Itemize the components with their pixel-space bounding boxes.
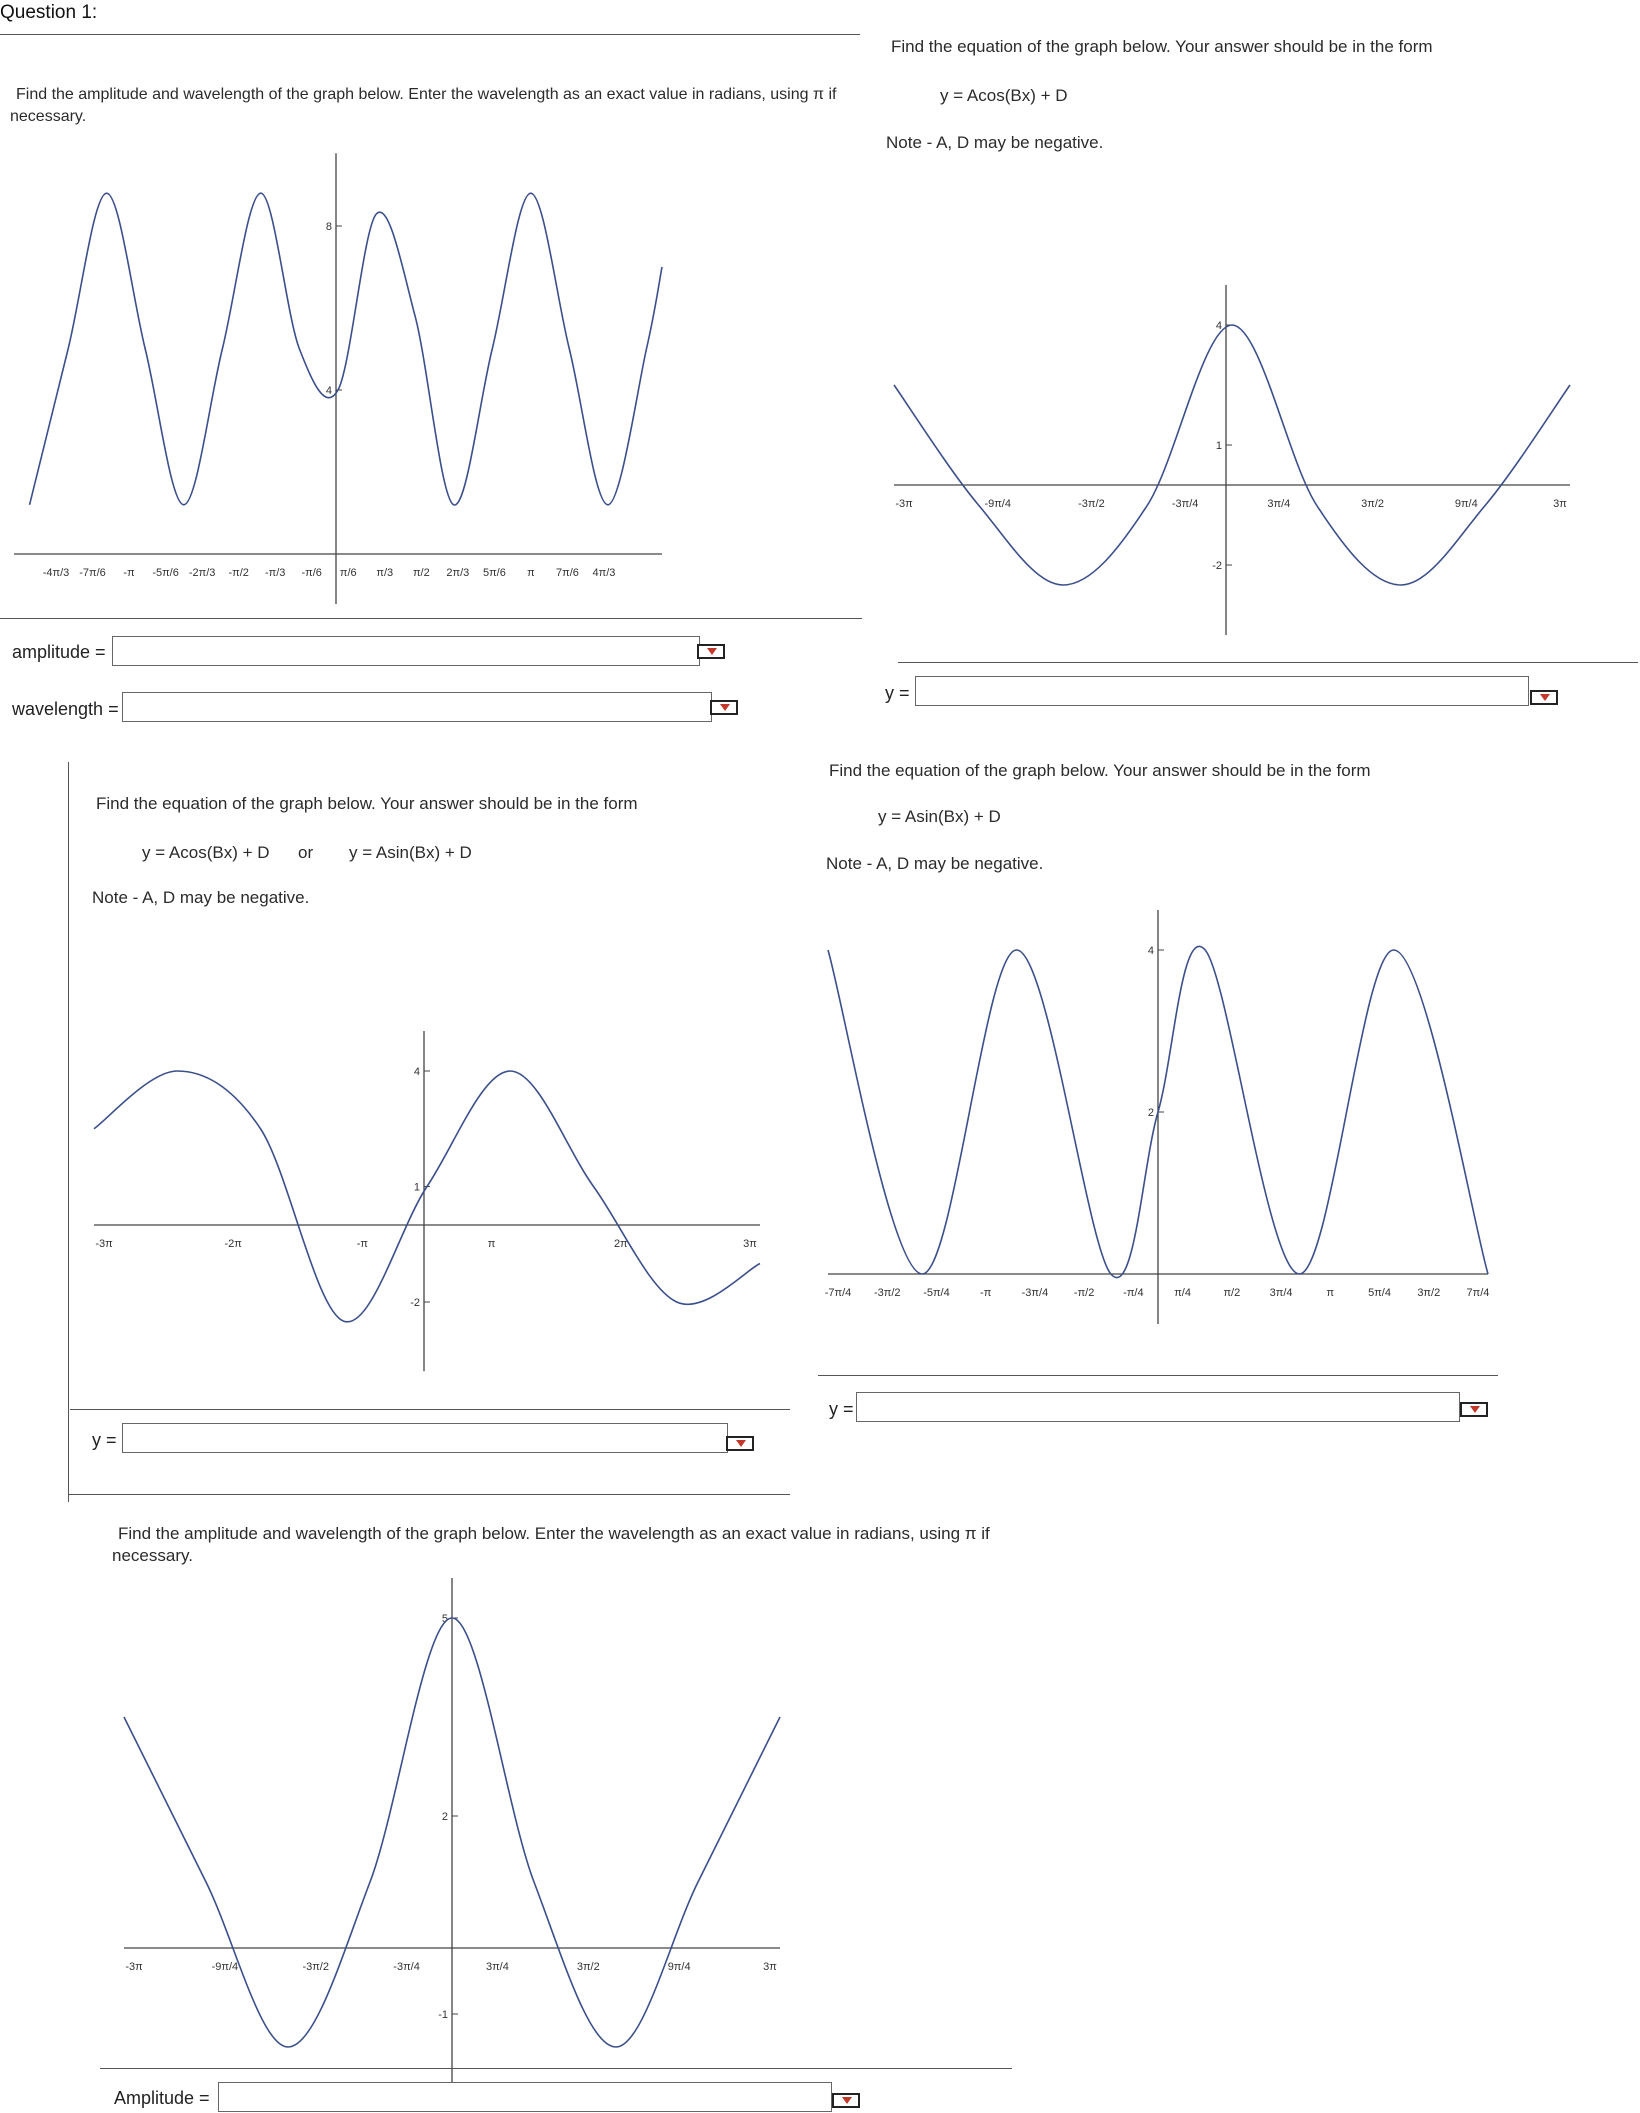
p4-x-tick-label: π (1326, 1287, 1335, 1299)
p1-prompt (10, 84, 876, 128)
p2-x-tick-label: -3π/4 (1171, 498, 1199, 510)
p4-x-tick-label: 5π/4 (1368, 1287, 1391, 1299)
p1-x-tick-label: 7π/6 (556, 567, 579, 579)
p2-y-tick-label: 4 (1215, 320, 1222, 332)
p5-y-tick-label: 5 (441, 1613, 448, 1625)
p3-x-tick-label: -π (356, 1238, 369, 1250)
p2-x-tick-label: 3π/4 (1267, 498, 1291, 510)
p5-amplitude-field[interactable] (218, 2082, 832, 2112)
p2-answer-dropdown[interactable] (1530, 690, 1558, 705)
p3-x-tick-label: -2π (224, 1238, 242, 1250)
p3-answer-label: y = (92, 1430, 117, 1450)
p3-x-tick-label: 3π (743, 1238, 757, 1250)
p2-x-tick-label: 3π (1553, 498, 1567, 510)
p4-y-tick-label: 4 (1147, 945, 1154, 957)
p1-x-tick-label: -2π/3 (188, 567, 216, 579)
p1-amplitude-field[interactable] (112, 636, 700, 666)
p2-x-tick-label: -3π/2 (1078, 498, 1105, 510)
p1-y-tick-label: 8 (325, 221, 332, 233)
p3-box-left (68, 762, 69, 1502)
p1-x-tick-label: -π/3 (264, 567, 286, 579)
p3-x-tick-label: -3π (95, 1238, 113, 1250)
p3-graph (80, 960, 780, 1390)
p4-note: Note - A, D may be negative. (826, 854, 1044, 873)
p1-x-tick-label: -π/2 (228, 567, 249, 579)
p4-x-tick-label: 3π/2 (1417, 1287, 1441, 1299)
p1-x-tick-label: 2π/3 (446, 567, 470, 579)
p4-answer-dropdown[interactable] (1460, 1402, 1488, 1417)
p2-y-tick-label: 1 (1215, 440, 1222, 452)
p5-y-tick-label: -1 (438, 2009, 448, 2021)
p5-y-tick-label: 2 (441, 1811, 448, 1823)
p2-form: y = Acos(Bx) + D (940, 86, 1068, 105)
p4-x-tick-label: 7π/4 (1466, 1287, 1490, 1299)
p4-answer-label: y = (829, 1399, 854, 1419)
p3-x-tick-label: 2π (613, 1238, 628, 1250)
p5-x-tick-label: 3π (763, 1961, 777, 1973)
p1-x-tick-label: -π (123, 567, 135, 579)
p2-prompt: Find the equation of the graph below. Your answer should be in the form (891, 37, 1433, 56)
question-title: Question 1: (0, 2, 98, 23)
p4-x-tick-label: -5π/4 (923, 1287, 950, 1299)
p4-y-tick-label: 2 (1147, 1107, 1154, 1119)
header-divider (0, 34, 860, 35)
p4-graph (820, 940, 1520, 1360)
p5-prompt-line2: necessary. (112, 1546, 193, 1565)
p5-graph (100, 1613, 820, 2050)
p1-x-tick-label: 4π/3 (592, 567, 616, 579)
p4-x-tick-label: -7π/4 (824, 1287, 852, 1299)
p1-amplitude-dropdown[interactable] (697, 644, 725, 659)
p3-form-a: y = Acos(Bx) + D (142, 843, 270, 862)
p3-note: Note - A, D may be negative. (92, 888, 310, 907)
p4-x-tick-label: -π/4 (1123, 1287, 1144, 1299)
p1-x-tick-label: -π/6 (301, 567, 322, 579)
p5-amplitude-label: Amplitude = (114, 2088, 210, 2108)
p1-x-tick-label: -4π/3 (42, 567, 70, 579)
p4-x-tick-label: 3π/4 (1269, 1287, 1293, 1299)
p5-x-tick-label: -3π (125, 1961, 143, 1973)
p5-x-tick-label: 9π/4 (667, 1961, 691, 1973)
p4-prompt: Find the equation of the graph below. Your answer should be in the form (829, 761, 1371, 780)
p5-prompt (112, 1523, 990, 1567)
p3-prompt: Find the equation of the graph below. Your answer should be in the form (96, 794, 638, 813)
p2-x-tick-label: -3π (895, 498, 913, 510)
p3-form-b: y = Asin(Bx) + D (349, 843, 472, 862)
p5-x-tick-label: 3π/4 (485, 1961, 509, 1973)
p1-divider (0, 618, 862, 619)
p3-answer-field[interactable] (122, 1423, 728, 1453)
p1-wavelength-field[interactable] (122, 692, 712, 722)
p5-x-tick-label: -3π/2 (302, 1961, 329, 1973)
p1-wavelength-label: wavelength = (12, 699, 119, 719)
p1-graph (0, 190, 680, 610)
p5-amplitude-dropdown[interactable] (832, 2093, 860, 2108)
p2-y-tick-label: -2 (1212, 560, 1222, 572)
p4-x-tick-label: -π (980, 1287, 992, 1299)
p1-x-tick-label: π/2 (412, 567, 430, 579)
p3-divider (70, 1409, 790, 1410)
p2-note: Note - A, D may be negative. (886, 133, 1104, 152)
p1-wavelength-dropdown[interactable] (710, 700, 738, 715)
p4-answer-field[interactable] (856, 1392, 1460, 1422)
p3-answer-dropdown[interactable] (726, 1436, 754, 1451)
p4-divider (818, 1375, 1498, 1376)
p1-x-tick-label: -7π/6 (79, 567, 106, 579)
p1-x-tick-label: -5π/6 (152, 567, 179, 579)
p2-x-tick-label: -9π/4 (984, 498, 1011, 510)
p3-box-bottom (68, 1494, 790, 1495)
p3-x-tick-label: π (487, 1238, 496, 1250)
p2-x-tick-label: 9π/4 (1454, 498, 1478, 510)
p3-y-tick-label: -2 (410, 1297, 420, 1309)
p2-answer-label: y = (885, 683, 910, 703)
p3-y-tick-label: 1 (413, 1181, 420, 1194)
p3-or: or (298, 843, 314, 862)
p4-x-tick-label: -3π/4 (1021, 1287, 1049, 1299)
p5-x-tick-label: -3π/4 (393, 1961, 420, 1973)
p1-prompt-line2: necessary. (10, 108, 87, 125)
p4-x-tick-label: -3π/2 (873, 1287, 901, 1299)
p1-y-tick-label: 4 (325, 385, 332, 397)
p2-curve (894, 325, 1570, 585)
p1-x-tick-label: π/3 (376, 567, 394, 579)
p2-answer-field[interactable] (915, 676, 1529, 706)
p4-x-tick-label: -π/2 (1073, 1287, 1095, 1299)
p1-amplitude-label: amplitude = (12, 642, 106, 662)
p1-x-tick-label: π (527, 567, 535, 579)
p4-x-tick-label: π/4 (1174, 1287, 1191, 1299)
p4-x-tick-label: π/2 (1223, 1287, 1241, 1299)
p3-curve (94, 1071, 760, 1322)
p5-divider (100, 2068, 1012, 2069)
p1-prompt-line1: Find the amplitude and wavelength of the graph below. Enter the wavelength as an exact value in radians, using π if (16, 86, 837, 103)
p4-form: y = Asin(Bx) + D (878, 807, 1001, 826)
p2-divider (898, 662, 1638, 663)
p1-x-tick-label: π/6 (339, 567, 357, 579)
p1-curve (30, 193, 662, 505)
p5-x-tick-label: 3π/2 (576, 1961, 600, 1973)
p5-prompt-line1: Find the amplitude and wavelength of the graph below. Enter the wavelength as an exact value in radians, using π if (118, 1524, 990, 1543)
p1-x-tick-label: 5π/6 (482, 567, 506, 579)
p2-graph (880, 220, 1580, 640)
p2-x-tick-label: 3π/2 (1361, 498, 1385, 510)
p3-y-tick-label: 4 (413, 1066, 420, 1078)
p5-x-tick-label: -9π/4 (211, 1961, 239, 1973)
